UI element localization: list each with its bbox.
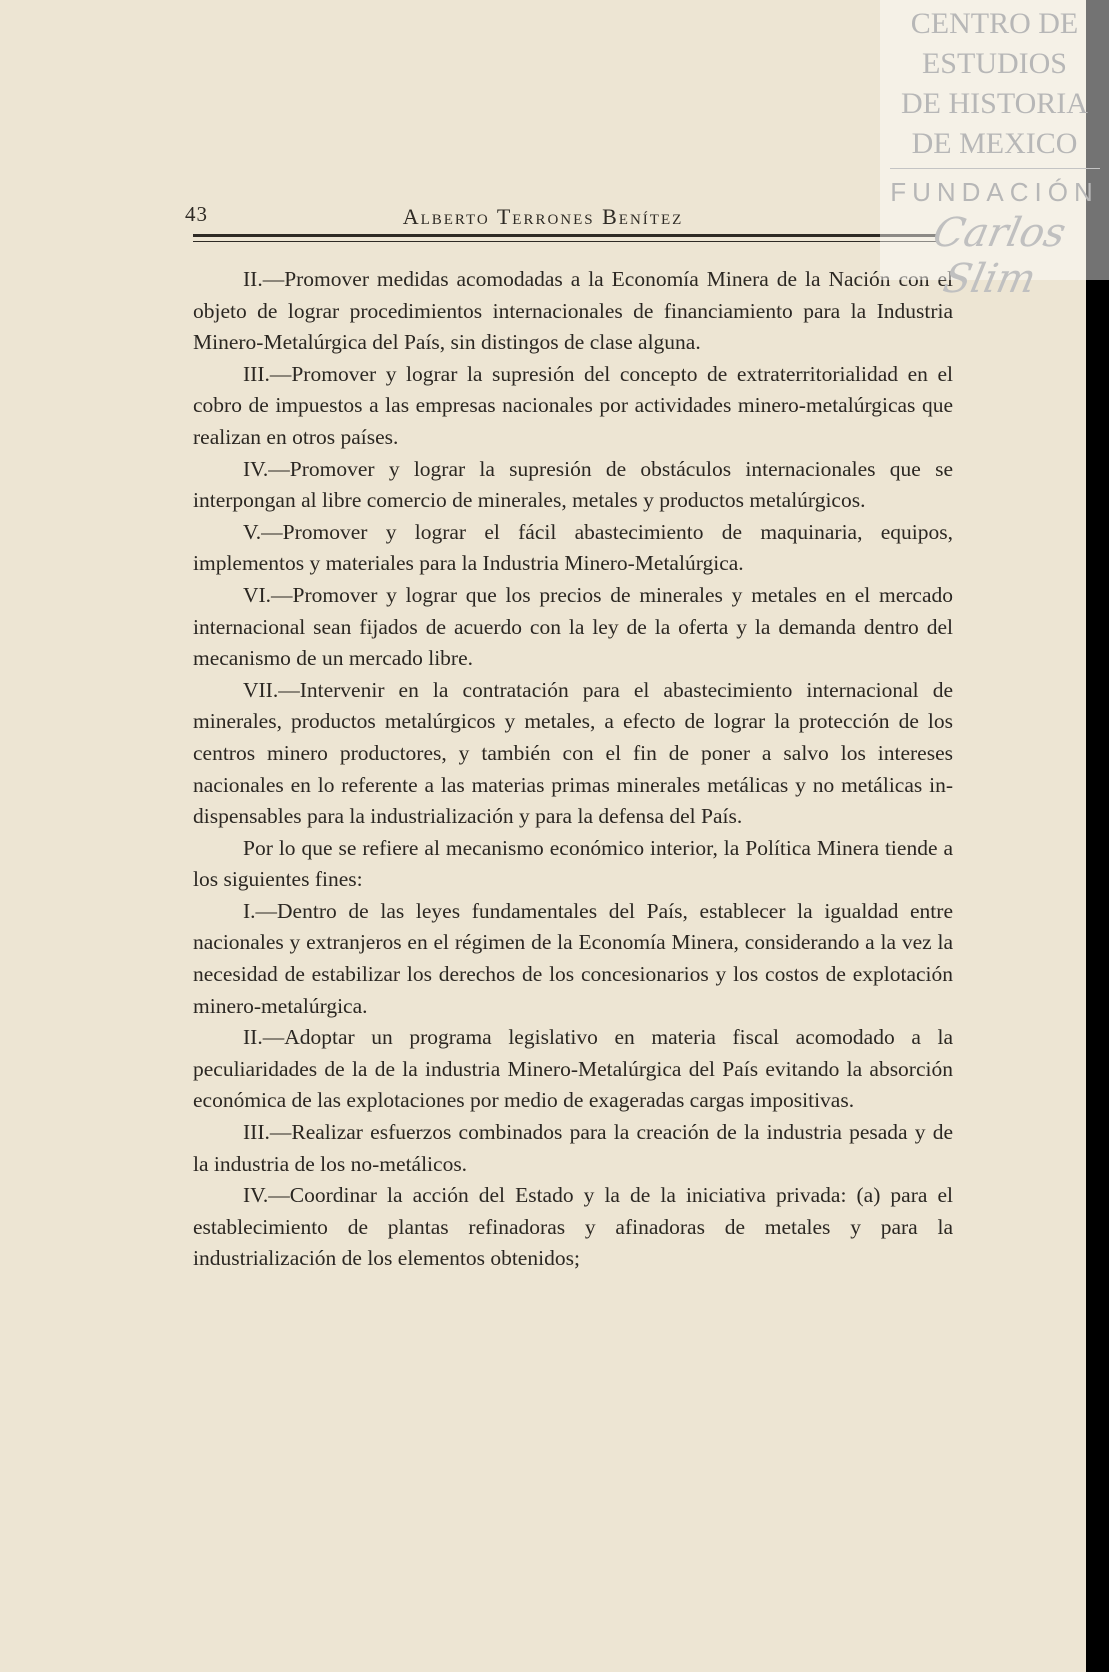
paragraph: Por lo que se refiere al mecanismo económico interior, la Política Minera tiende a los siguientes fines:: [193, 835, 953, 892]
paragraph: III.—Promover y lograr la supresión del concepto de extraterritorialidad en el cobro de impuestos a las empresas nacionales por actividades minero-metalúrgicas que realizan en otros países.: [193, 361, 953, 449]
watermark-line: DE HISTORIA: [901, 87, 1088, 120]
watermark-foundation: FUNDACIÓN: [890, 177, 1099, 207]
watermark-line: DE MEXICO: [911, 127, 1078, 160]
page-number: 43: [185, 202, 208, 226]
watermark-divider: [890, 168, 1100, 169]
paragraph: VII.—Intervenir en la contratación para el abastecimiento internacional de minerales, productos metalúrgicos y metales, a efecto de lograr la protección de los centros minero productores, y también con el fin de poner a salvo los intereses nacionales en lo referente a las materias primas minerales metálicas y no metálicas indispensables para la industrialización y para la defensa del País.: [193, 677, 953, 829]
paragraph: IV.—Coordinar la acción del Estado y la de la iniciativa privada: (a) para el establecimiento de plantas refinadoras y afinadoras de metales y para la industrialización de los elementos obtenidos;: [193, 1183, 953, 1271]
paragraph: III.—Realizar esfuerzos combinados para la creación de la industria pesada y de la industria de los no-metálicos.: [193, 1120, 953, 1176]
paragraph: V.—Promover y lograr el fácil abastecimiento de maquinaria, equipos, implementos y materiales para la Industria Minero-Metalúrgica.: [193, 519, 953, 576]
paragraph: VI.—Promover y lograr que los precios de minerales y metales en el mercado internacional sean fijados de acuerdo con la ley de la oferta y la demanda dentro del mecanismo de un mercado libre.: [193, 582, 953, 671]
body-text: [193, 264, 953, 1275]
paragraph: II.—Adoptar un programa legislativo en materia fiscal acomodado a la peculiaridades de la de la industria Minero-Metalúrgica del País evitando la absorción económica de las explotaciones por medio de exageradas cargas impositivas.: [193, 1025, 953, 1113]
watermark-line: CENTRO DE: [910, 7, 1079, 40]
watermark-line: ESTUDIOS: [921, 47, 1067, 80]
paragraph: I.—Dentro de las leyes fundamentales del País, establecer la igualdad entre nacionales y extranjeros en el régimen de la Economía Minera, considerando a la vez la necesidad de estabilizar los derechos de los concesionarios y los costos de explotación minero-metalúrgica.: [193, 898, 953, 1018]
header-rule-thick: [193, 234, 938, 237]
watermark: [880, 0, 1109, 302]
header-rule-thin: [193, 241, 938, 242]
running-head: Alberto Terrones Benítez: [402, 204, 684, 229]
watermark-signature: Carlos Slim: [929, 210, 1070, 302]
paragraph: II.—Promover medidas acomodadas a la Economía Minera de la Nación con el objeto de lograr procedimientos internacionales de financiamiento para la Industria Minero-Metalúrgica del País, sin distingos de clase alguna.: [193, 267, 953, 355]
paragraph: IV.—Promover y lograr la supresión de obstáculos internacionales que se interpongan al libre comercio de minerales, metales y productos metalúrgicos.: [193, 456, 953, 513]
